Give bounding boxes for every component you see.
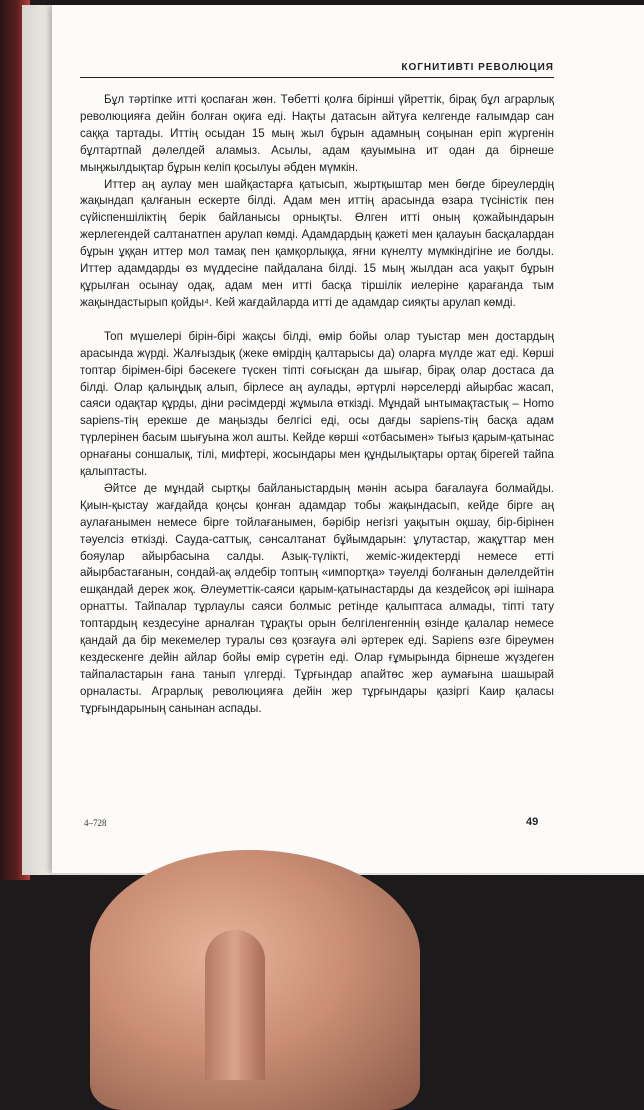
hand-finger — [205, 930, 265, 1080]
paragraph: Бұл тәртіпке итті қоспаған жөн. Төбетті қолға бірінші үйреттік, бірақ бұл аграрлық революцияға дейін болған оқиға еді. Нақты датасын айтуға келгенде ғалымдар сан саққа тартады. Иттің осыдан 15 мың жыл бұрын адамның соңынан еріп жүргенін бұлтартпай дәлелдей аламыз. Асылы, адам қауымына ит одан да бірнеше мыңжылдықтар бұрын келіп қосылуы әбден мүмкін. — [80, 93, 554, 174]
page-number: 49 — [526, 816, 539, 828]
body-text — [80, 92, 554, 718]
running-head: КОГНИТИВТІ РЕВОЛЮЦИЯ — [80, 62, 554, 78]
paragraph: Иттер аң аулау мен шайқастарға қатысып, жыртқыштар мен бөгде біреулердің жақындап қалғанын ескерте білді. Адам мен иттің арасында өзара түсіністік пен сүйіспеншіліктің берік байланысы орнықты. Өлген итті оның қожайындарын жерлегендей салтанатпен арулап көмді. Адамдардың қажеті мен қалауын басқалардан бұрын ұққан иттер мол тамақ пен қамқорлыққа, яғни күнелту мүмкіндігіне ие болды. Иттер адамдарды өз мүддесіне пайдалана білді. 15 мың жылдан аса уақыт бұрын құрылған осынау одақ, адам мен итті басқа тіршілік иелеріне қарағанда тым жақындастырып қойды⁴. Кей жағдайларда итті де адамдар сияқты арулап көмді. — [80, 177, 554, 309]
signature-mark: 4–728 — [84, 818, 107, 828]
paragraph: Топ мүшелері бірін-бірі жақсы білді, өмір бойы олар туыстар мен достардың арасында жүрді. Жалғыздық (жеке өмірдің қалтарысы да) оларға мүлде жат еді. Көрші топтар бірімен-бірі бәсекеге түскен тіпті соғысқан да шығар, бірақ олар достаса да білді. Олар қалыңдық алып, бірлесе аң аулады, әртүрлі нәрселерді айырбас жасап, саяси одақтар құрды, діни рәсімдерді жұмыла өткізді. Мұндай ынтымақтастық – Homo sapiens-тің ерекше де маңызды белгісі еді, осы дағды sapiens-тің басқа адам түрлерінен басым шығуына жол ашты. Кейде көрші «отбасымен» тығыз қарым-қатынас орнағаны соншалық, тілі, мифтері, жосындары мен құндылықтары ортақ бірегей тайпа қалыптасты. — [80, 329, 554, 479]
paragraph: Әйтсе де мұндай сыртқы байланыстардың мәнін асыра бағалауға болмайды. Қиын-қыстау жағдайда қоңсы қонған адамдар тобы жақындасып, кейде бірге аң аулағанымен немесе бірге тойлағанымен, бәрібір негізгі уақытын оқшау, бір-бірінен тәуелсіз өткізді. Сауда-саттық, сәнсалтанат бұйымдарын: ұлутастар, жақұттар мен бояулар айырбасына салды. Азық-түлікті, жеміс-жидектерді немесе етті айырбастағанын, сондай-ақ әлдебір топтың «импортқа» тәуелді болғанын дәлелдейтін ешқандай дерек жоқ. Әлеуметтік-саяси қарым-қатынастарды да кездейсоқ әрі ішінара орнатты. Тайпалар тұрлаулы саяси болмыс ретінде қалыптаса алмады, тіпті тату топтардың кездесуіне арналған тұрақты орын белгіленгеннің өзінде қалалар немесе қандай да бір мекемелер туралы сөз қозғауға әлі әртерек еді. Sapiens өзге біреумен кездескенге дейін айлар бойы өмір сүретін еді. Олар ғұмырында бірнеше жүздеген тайпаластарын ғана танып үлгерді. Тұрғындар апайтөс жер аумағына шашырай орналасты. Аграрлық революцияға дейін жер тұрғындары қазіргі Каир қаласы тұрғындарының санынан аспады. — [80, 481, 554, 715]
